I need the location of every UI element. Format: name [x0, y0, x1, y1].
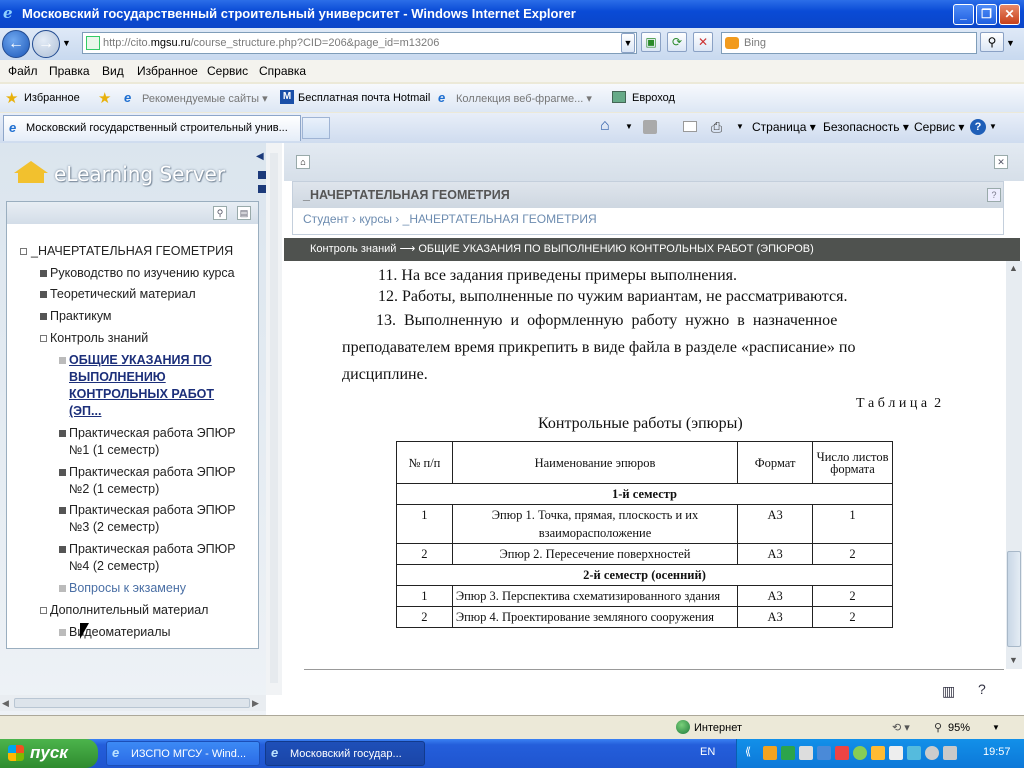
cell-num: 2 [397, 544, 453, 565]
tree-node-icon [59, 585, 66, 592]
add-favorite-icon[interactable]: ★ [98, 90, 112, 107]
tree-node-icon[interactable] [20, 248, 27, 255]
left-pane [0, 143, 266, 715]
menu-favorites[interactable]: Избранное [137, 64, 198, 78]
url-path: /course_structure.php?CID=206&page_id=m13206 [190, 37, 440, 49]
cell-name: Эпюр 4. Проектирование земляного сооружения [452, 607, 737, 628]
tray-app-icon[interactable] [781, 746, 795, 760]
tree-window-icon[interactable]: ▤ [237, 206, 251, 220]
menu-edit[interactable]: Правка [49, 64, 90, 78]
paragraph-13-line1: 13. Выполненную и оформленную работу нужно в назначенное [376, 312, 838, 329]
page-viewport [0, 143, 1024, 715]
hotmail-icon: M [280, 90, 294, 104]
book-icon[interactable]: ▥ [942, 683, 956, 699]
tree-node-icon [59, 430, 66, 437]
taskbar-ie-icon: e [271, 745, 279, 760]
forward-button[interactable]: → [32, 30, 60, 58]
tree-node-icon [40, 291, 47, 298]
tree-search-icon[interactable]: ⚲ [213, 206, 227, 220]
clock[interactable]: 19:57 [983, 746, 1011, 758]
paragraph-11: 11. На все задания приведены примеры выполнения. [378, 267, 737, 284]
compatibility-icon[interactable]: ▣ [641, 32, 661, 52]
tray-app-icon[interactable] [907, 746, 921, 760]
search-input[interactable]: Bing [721, 32, 977, 54]
tree-item-work1-line2[interactable]: №1 (1 семестр) [69, 443, 160, 457]
tree-item-current-line1[interactable]: ОБЩИЕ УКАЗАНИЯ ПО [69, 353, 212, 367]
pane-option-icon[interactable] [258, 185, 266, 193]
favorites-star-icon: ★ [5, 90, 19, 107]
tray-app-icon[interactable] [799, 746, 813, 760]
menu-tools[interactable]: Сервис [207, 64, 249, 78]
tree-node-icon [40, 313, 47, 320]
new-tab-button[interactable] [302, 117, 330, 139]
crumb-sep: › [352, 212, 357, 226]
tab-title: Московский государственный строительный унив... [26, 122, 288, 134]
print-dropdown-icon[interactable]: ▼ [736, 122, 744, 131]
menu-view[interactable]: Вид [102, 64, 124, 78]
fav-suggested-sites[interactable]: Рекомендуемые сайты ▾ [142, 93, 268, 105]
cell-format: А3 [738, 607, 813, 628]
paragraph-12: 12. Работы, выполненные по чужим вариантам, не рассматриваются. [378, 288, 848, 305]
tree-item-work2-line1[interactable]: Практическая работа ЭПЮР [69, 465, 236, 479]
taskbar-ie-icon: e [112, 745, 120, 760]
favorites-button[interactable]: Избранное [24, 92, 80, 104]
cell-num: 2 [397, 607, 453, 628]
cmd-safety[interactable]: Безопасность ▾ [823, 120, 909, 134]
logo-roof-icon [14, 161, 48, 173]
tree-item-exam[interactable]: Вопросы к экзамену [69, 581, 186, 595]
back-button[interactable]: ← [2, 30, 30, 58]
document-view [284, 261, 1006, 671]
page-icon [86, 36, 100, 50]
logo-house-icon [18, 173, 44, 183]
help-icon[interactable]: ? [970, 119, 986, 135]
help-dropdown-icon[interactable]: ▼ [989, 122, 997, 131]
help-question-icon[interactable]: ? [978, 681, 986, 697]
scroll-thumb[interactable] [1007, 551, 1021, 647]
language-indicator[interactable]: EN [700, 746, 716, 758]
evrohod-icon [612, 91, 626, 103]
fav-evrohod[interactable]: Евроход [632, 92, 675, 104]
tray-app-icon[interactable] [853, 746, 867, 760]
menu-bar [0, 60, 1024, 82]
status-bar [0, 715, 1024, 739]
tray-expand-icon[interactable]: ⟪ [745, 746, 752, 758]
tree-item-theory[interactable]: Теоретический материал [50, 287, 196, 301]
th-num: № п/п [397, 442, 453, 484]
zoom-level[interactable]: 95% [948, 722, 971, 734]
cell-sheets: 1 [813, 505, 893, 544]
paragraph-13-line2: преподавателем время прикрепить в виде файла в разделе «расписание» по [342, 339, 856, 356]
tray-app-icon[interactable] [871, 746, 885, 760]
cell-num: 1 [397, 505, 453, 544]
logo-text: eLearning Server [54, 162, 226, 186]
tree-item-control[interactable]: Контроль знаний [50, 331, 149, 345]
semester-2: 2-й семестр (осенний) [397, 565, 893, 586]
tree-node-icon[interactable] [40, 335, 47, 342]
tree-item-current-line2[interactable]: ВЫПОЛНЕНИЮ [69, 370, 166, 384]
menu-help[interactable]: Справка [259, 64, 307, 78]
document-scrollbar[interactable] [1006, 261, 1022, 669]
zoom-dropdown-icon[interactable]: ▼ [992, 723, 1000, 732]
window-title: Московский государственный строительный университет - Windows Internet Explorer [22, 6, 576, 21]
crumb-student[interactable]: Студент [303, 212, 349, 226]
start-button[interactable]: пуск [0, 739, 98, 768]
content-toolbar [284, 143, 1024, 181]
tree-node-icon [59, 507, 66, 514]
tray-app-icon[interactable] [835, 746, 849, 760]
pane-splitter[interactable] [256, 143, 282, 695]
tree-item-current-line3[interactable]: КОНТРОЛЬНЫХ РАБОТ [69, 387, 215, 401]
url-prefix: http://cito. [103, 37, 151, 49]
mouse-cursor-icon [80, 623, 89, 639]
tree-node-icon [59, 469, 66, 476]
tray-app-icon[interactable] [925, 746, 939, 760]
left-horizontal-scrollbar[interactable] [0, 695, 266, 711]
tree-item-video[interactable]: Видеоматериалы [69, 625, 171, 639]
maximize-button[interactable]: ❐ [976, 4, 997, 25]
favorites-bar [0, 84, 1024, 112]
content-divider [304, 669, 1004, 670]
cell-name: Эпюр 1. Точка, прямая, плоскость и их взаиморасположение [452, 505, 737, 544]
webslice-icon: e [438, 90, 446, 105]
scroll-right-icon[interactable]: ▶ [252, 698, 259, 708]
course-header [292, 181, 1004, 235]
semester-1: 1-й семестр [397, 484, 893, 505]
table-row [397, 544, 893, 565]
zone-label: Интернет [694, 722, 742, 734]
home-dropdown-icon[interactable]: ▼ [625, 122, 633, 131]
th-name: Наименование эпюров [452, 442, 737, 484]
tab-ie-icon: e [9, 120, 17, 135]
home-small-icon[interactable]: ⌂ [296, 155, 310, 169]
tree-item-work3-line2[interactable]: №3 (2 семестр) [69, 520, 160, 534]
address-dropdown-icon[interactable]: ▼ [621, 33, 635, 53]
tray-app-icon[interactable] [889, 746, 903, 760]
tree-root[interactable]: _НАЧЕРТАТЕЛЬНАЯ ГЕОМЕТРИЯ [31, 244, 234, 258]
tree-node-icon [59, 546, 66, 553]
course-tree [6, 201, 259, 649]
tree-item-practicum[interactable]: Практикум [50, 309, 112, 323]
protected-mode-icon[interactable]: ⟲ ▾ [892, 722, 910, 734]
history-dropdown-icon[interactable]: ▼ [62, 38, 71, 48]
pane-option-icon[interactable] [258, 171, 266, 179]
elearning-logo [12, 157, 252, 191]
url-domain: mgsu.ru [150, 37, 191, 49]
scroll-thumb[interactable] [14, 698, 250, 708]
close-frame-icon[interactable]: ✕ [994, 155, 1008, 169]
cell-name: Эпюр 2. Пересечение поверхностей [452, 544, 737, 565]
tree-header [7, 202, 258, 224]
table-row [397, 586, 893, 607]
fav-hotmail[interactable]: Бесплатная почта Hotmail [298, 92, 431, 104]
print-icon[interactable]: ⎙ [711, 119, 723, 135]
tab-active[interactable] [3, 115, 301, 141]
scroll-up-icon[interactable]: ▲ [1009, 263, 1018, 273]
taskbar-item[interactable]: ИЗСПО МГСУ - Wind... [106, 741, 260, 766]
cmd-page[interactable]: Страница ▾ [752, 120, 816, 134]
crumb-courses[interactable]: курсы [359, 212, 392, 226]
tree-item-work4-line2[interactable]: №4 (2 семестр) [69, 559, 160, 573]
window-titlebar[interactable] [0, 0, 1024, 28]
mail-icon[interactable] [683, 121, 697, 132]
paragraph-13-line3: дисциплине. [342, 366, 428, 383]
tree-node-icon [59, 629, 66, 636]
search-options-icon[interactable]: ▼ [1006, 38, 1015, 48]
scroll-down-icon[interactable]: ▼ [1009, 655, 1018, 665]
tree-node-icon [40, 270, 47, 277]
windows-logo-icon [8, 745, 24, 761]
internet-zone-icon [676, 720, 690, 734]
content-pane [284, 143, 1024, 715]
table-row [397, 607, 893, 628]
cell-format: А3 [738, 544, 813, 565]
works-table [396, 441, 893, 628]
crumb-course[interactable]: _НАЧЕРТАТЕЛЬНАЯ ГЕОМЕТРИЯ [402, 212, 597, 226]
th-sheets: Число листов формата [813, 442, 893, 484]
collapse-pane-icon[interactable]: ◀ [256, 151, 264, 162]
cell-num: 1 [397, 586, 453, 607]
breadcrumb [303, 212, 597, 226]
content-path-bar: Контроль знаний ⟶ ОБЩИЕ УКАЗАНИЯ ПО ВЫПОЛНЕНИЮ КОНТРОЛЬНЫХ РАБОТ (ЭПЮРОВ) [284, 238, 1020, 261]
cmd-tools[interactable]: Сервис ▾ [914, 120, 965, 134]
ie-page-icon: e [124, 90, 132, 105]
bing-icon [725, 37, 739, 49]
address-bar[interactable] [82, 32, 637, 54]
home-icon[interactable]: ⌂ [600, 117, 610, 134]
scroll-left-icon[interactable]: ◀ [2, 698, 9, 708]
close-button[interactable]: ✕ [999, 4, 1020, 25]
cell-format: А3 [738, 505, 813, 544]
course-title: _НАЧЕРТАТЕЛЬНАЯ ГЕОМЕТРИЯ [293, 182, 1003, 208]
navigation-bar [0, 28, 1024, 60]
ie-logo-icon: e [3, 4, 13, 22]
tree-item-extra[interactable]: Дополнительный материал [50, 603, 209, 617]
refresh-icon[interactable]: ⟳ [667, 32, 687, 52]
cell-format: А3 [738, 586, 813, 607]
feeds-icon[interactable] [643, 120, 657, 134]
tree-node-icon [59, 357, 66, 364]
th-format: Формат [738, 442, 813, 484]
tree-item-current-line4[interactable]: (ЭП... [69, 404, 102, 418]
search-icon[interactable]: ⚲ [980, 32, 1004, 52]
taskbar-item-active[interactable]: Московский государ... [265, 741, 425, 766]
tree-item-work1-line1[interactable]: Практическая работа ЭПЮР [69, 426, 236, 440]
cell-name: Эпюр 3. Перспектива схематизированного здания [452, 586, 737, 607]
splitter-track [270, 153, 278, 683]
table-caption: Контрольные работы (эпюры) [538, 415, 743, 432]
fav-web-slices[interactable]: Коллекция веб-фрагме... ▾ [456, 93, 592, 105]
cell-sheets: 2 [813, 544, 893, 565]
minimize-button[interactable]: _ [953, 4, 974, 25]
tree-node-icon[interactable] [40, 607, 47, 614]
tray-app-icon[interactable] [763, 746, 777, 760]
table-number: Т а б л и ц а 2 [856, 396, 942, 411]
tree-item-work4-line1[interactable]: Практическая работа ЭПЮР [69, 542, 236, 556]
volume-icon[interactable] [943, 746, 957, 760]
cell-sheets: 2 [813, 586, 893, 607]
stop-icon[interactable]: ✕ [693, 32, 713, 52]
tree-item-work3-line1[interactable]: Практическая работа ЭПЮР [69, 503, 236, 517]
help-small-icon[interactable]: ? [987, 188, 1001, 202]
tab-bar [0, 113, 1024, 143]
crumb-sep: › [395, 212, 400, 226]
tree-item-guide[interactable]: Руководство по изучению курса [50, 266, 235, 280]
cell-sheets: 2 [813, 607, 893, 628]
tree-item-work2-line2[interactable]: №2 (1 семестр) [69, 482, 160, 496]
menu-file[interactable]: Файл [8, 64, 38, 78]
tray-app-icon[interactable] [817, 746, 831, 760]
table-row [397, 505, 893, 544]
taskbar [0, 739, 1024, 768]
system-tray [736, 739, 1024, 768]
zoom-icon[interactable]: ⚲ [934, 722, 943, 734]
